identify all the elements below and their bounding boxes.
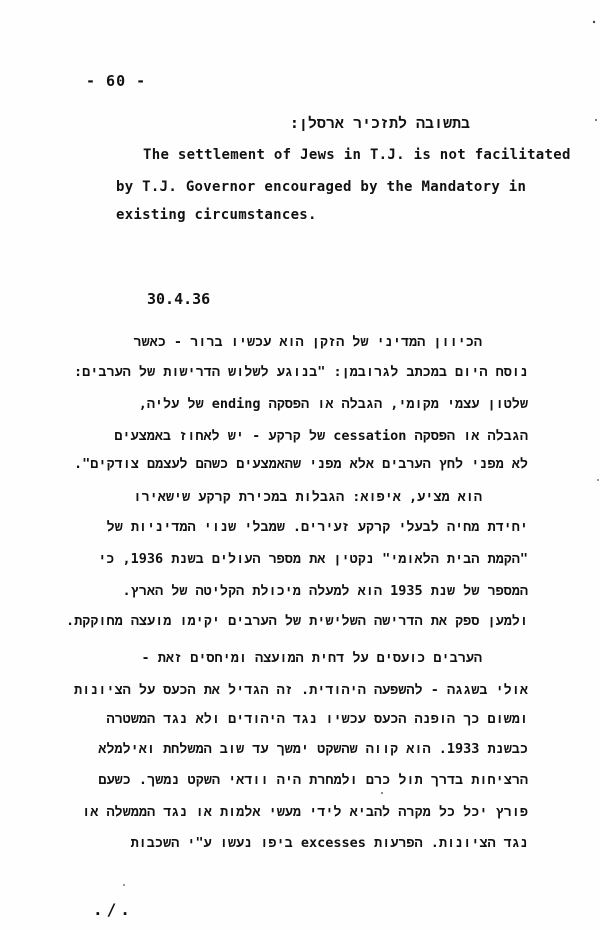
hebrew-line: נגד הציונות. הפרעות excesses ביפו נעשו ע"י השכבות [130, 835, 528, 851]
hebrew-line: המספר של שנת 1935 הוא למעלה מיכולת הקליטה של הארץ. [122, 583, 528, 599]
hebrew-line: שלטון עצמי מקומי, הגבלה או הפסקה ending של עליה, [138, 396, 528, 412]
english-line: existing circumstances. [116, 207, 317, 223]
hebrew-line: ומשום כך הופנה הכעס עכשיו נגד היהודים ולא נגד המשטרה [106, 711, 528, 727]
hebrew-line: כבשנת 1933. הוא קווה שהשקט ימשך עד שוב המשלחת ואילמלא [98, 741, 528, 757]
hebrew-line: הערבים כועסים על דחית המועצה ומיחסים זאת - [141, 650, 482, 666]
english-line: The settlement of Jews in T.J. is not facilitated [143, 147, 571, 163]
hebrew-line: הגבלה או הפסקה cessation של קרקע - יש לאחוז באמצעים [114, 428, 528, 444]
hebrew-line: "הקמת הבית הלאומי" נקטין את מספר העולים בשנת 1936, כי [98, 551, 528, 567]
page-number: - 60 - [86, 72, 147, 90]
hebrew-line: נוסח היום במכתב לגרובמן: "בנוגע לשלוש הדרישות של הערבים: [74, 364, 528, 380]
hebrew-line: אולי בשגגה - להשפעה היהודית. זה הגדיל את הכעס על הציונות [74, 682, 528, 698]
hebrew-line: לא מפני לחץ הערבים אלא מפני שהאמצעים כשהם לעצמם צודקים". [74, 456, 528, 472]
hebrew-line: הרציחות בדרך תול כרם ולמחרת היה וודאי השקט נמשך. כשעם [98, 772, 528, 788]
hebrew-line: הכיוון המדיני של הזקן הוא עכשיו ברור - כאשר [133, 334, 482, 350]
hebrew-line: יחידת מחיה לבעלי קרקע זעירים. שמבלי שנוי המדיניות של [106, 519, 528, 535]
continuation-mark: ./. [93, 900, 134, 919]
hebrew-heading: בתשובה לתזכיר ארסלן: [289, 114, 470, 132]
hebrew-line: ולמען ספק את הדרישה השלישית של הערבים יקימו מועצה מחוקקת. [65, 613, 528, 629]
hebrew-line: פורץ יכל כל מקרה להביא לידי מעשי אלמות או נגד הממשלה או [82, 804, 528, 820]
english-line: by T.J. Governor encouraged by the Mandatory in [116, 179, 527, 195]
date: 30.4.36 [147, 290, 211, 308]
hebrew-line: הוא מציע, איפוא: הגבלות במכירת קרקע שישאירו [133, 489, 482, 505]
